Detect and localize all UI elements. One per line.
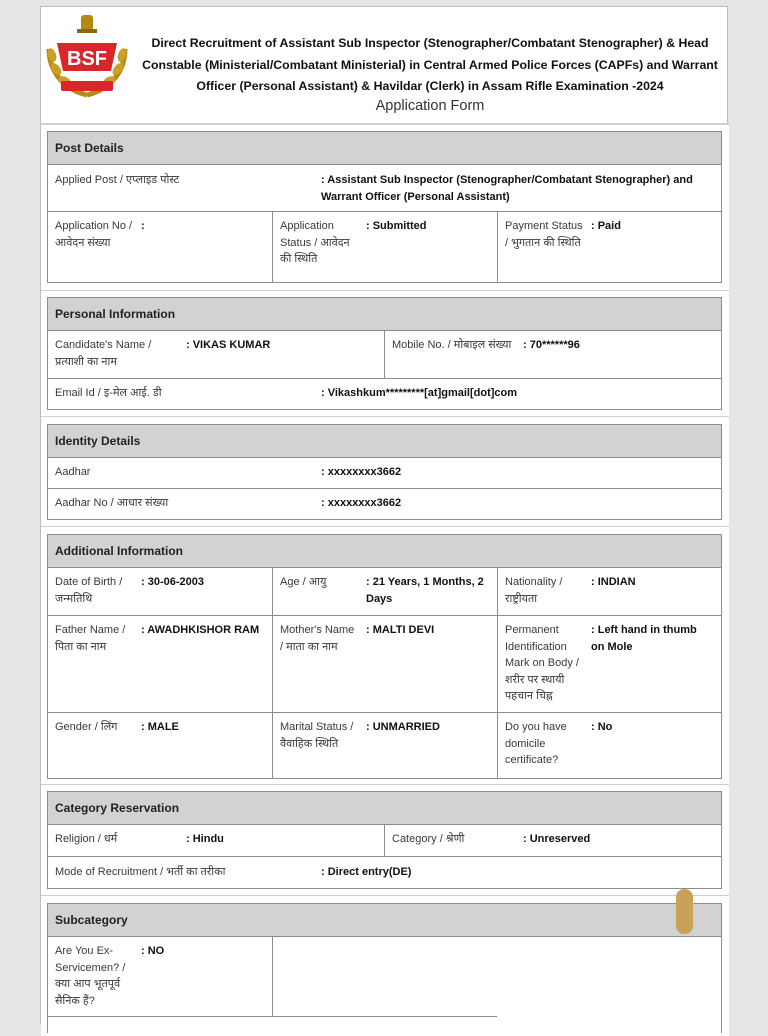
post-details-heading: Post Details bbox=[48, 132, 721, 165]
marital-status-label: Marital Status / वैवाहिक स्थिति bbox=[280, 721, 354, 750]
id-mark-label: Permanent Identification Mark on Body / शरीर पर स्थायी पहचान चिह्न bbox=[505, 624, 579, 702]
app-status-label: Application Status / आवेदन की स्थिति bbox=[280, 220, 350, 265]
father-name-value: : AWADHKISHOR RAM bbox=[141, 624, 260, 636]
dob-value: : 30-06-2003 bbox=[141, 576, 204, 588]
mother-name-label: Mother's Name / माता का नाम bbox=[280, 624, 355, 653]
mobile-value: : 70******96 bbox=[523, 339, 580, 351]
form-subtitle: Application Form bbox=[375, 98, 485, 114]
category-heading: Category Reservation bbox=[48, 792, 721, 825]
gender-value: : MALE bbox=[141, 721, 179, 733]
age-value: : 21 Years, 1 Months, 2 Days bbox=[366, 576, 484, 605]
email-label: Email Id / इ-मेल आई. डी bbox=[55, 387, 162, 399]
form-header bbox=[41, 7, 729, 124]
father-name-label: Father Name / पिता का नाम bbox=[55, 624, 126, 653]
scrollbar-thumb[interactable] bbox=[676, 889, 693, 934]
candidate-name-label: Candidate's Name / प्रत्याशी का नाम bbox=[55, 339, 152, 368]
dob-label: Date of Birth / जन्मतिथि bbox=[55, 576, 123, 605]
email-value: : Vikashkum*********[at]gmail[dot]com bbox=[321, 387, 518, 399]
mobile-label: Mobile No. / मोबाइल संख्या bbox=[392, 339, 512, 351]
gender-label: Gender / लिंग bbox=[55, 721, 118, 733]
aadhar-label: Aadhar bbox=[55, 466, 91, 478]
payment-status-value: : Paid bbox=[591, 220, 621, 232]
app-status-value: : Submitted bbox=[366, 220, 427, 232]
recruitment-mode-value: : Direct entry(DE) bbox=[321, 866, 412, 878]
payment-status-label: Payment Status / भुगतान की स्थिति bbox=[505, 220, 583, 249]
religion-value: : Hindu bbox=[186, 833, 224, 845]
mother-name-value: : MALTI DEVI bbox=[366, 624, 435, 636]
identity-heading: Identity Details bbox=[48, 425, 721, 458]
candidate-name-value: : VIKAS KUMAR bbox=[186, 339, 271, 351]
subcategory-heading: Subcategory bbox=[48, 904, 721, 937]
category-section bbox=[41, 784, 729, 896]
aadhar-no-label: Aadhar No / आधार संख्या bbox=[55, 497, 169, 509]
personal-info-section bbox=[41, 290, 729, 417]
domicile-label: Do you have domicile certificate? bbox=[505, 721, 567, 766]
additional-info-section bbox=[41, 526, 729, 785]
age-label: Age / आयु bbox=[280, 576, 327, 588]
aadhar-no-value: : xxxxxxxx3662 bbox=[321, 497, 402, 509]
app-no-value: : bbox=[141, 220, 145, 232]
id-mark-value: : Left hand in thumb on Mole bbox=[591, 624, 697, 653]
post-details-section bbox=[41, 124, 729, 291]
subcategory-section bbox=[41, 895, 729, 1036]
nationality-value: : INDIAN bbox=[591, 576, 636, 588]
category-label: Category / श्रेणी bbox=[392, 833, 465, 845]
bsf-logo bbox=[43, 9, 131, 101]
applied-post-label: Applied Post / एप्लाइड पोस्ट bbox=[55, 174, 180, 186]
nationality-label: Nationality / राष्ट्रीयता bbox=[505, 576, 563, 605]
identity-section bbox=[41, 416, 729, 527]
app-no-label: Application No / आवेदन संख्या bbox=[55, 220, 133, 249]
personal-info-heading: Personal Information bbox=[48, 298, 721, 331]
additional-info-heading: Additional Information bbox=[48, 535, 721, 568]
recruitment-mode-label: Mode of Recruitment / भर्ती का तरीका bbox=[55, 866, 226, 878]
ex-servicemen-label: Are You Ex-Servicemen? / क्या आप भूतपूर्व सैनिक हैं? bbox=[55, 945, 126, 1007]
ex-servicemen-value: : NO bbox=[141, 945, 165, 957]
religion-label: Religion / धर्म bbox=[55, 833, 118, 845]
category-value: : Unreserved bbox=[523, 833, 591, 845]
applied-post-value: : Assistant Sub Inspector (Stenographer/Combatant Stenographer) and Warrant Officer (Personal Assistant) bbox=[321, 174, 693, 203]
domicile-value: : No bbox=[591, 721, 613, 733]
application-form-page bbox=[40, 6, 728, 1024]
aadhar-value: : xxxxxxxx3662 bbox=[321, 466, 402, 478]
marital-status-value: : UNMARRIED bbox=[366, 721, 440, 733]
exam-title: Direct Recruitment of Assistant Sub Inspector (Stenographer/Combatant Stenographer) & Head Constable (Ministerial/Combatant Ministerial) in Central Armed Police Forces (CAPFs) and Warrant Officer (Personal Assistant) & Havildar (Clerk) in Assam Rifle Examination -2024 bbox=[142, 36, 718, 93]
svg-text:BSF: BSF bbox=[67, 48, 107, 70]
